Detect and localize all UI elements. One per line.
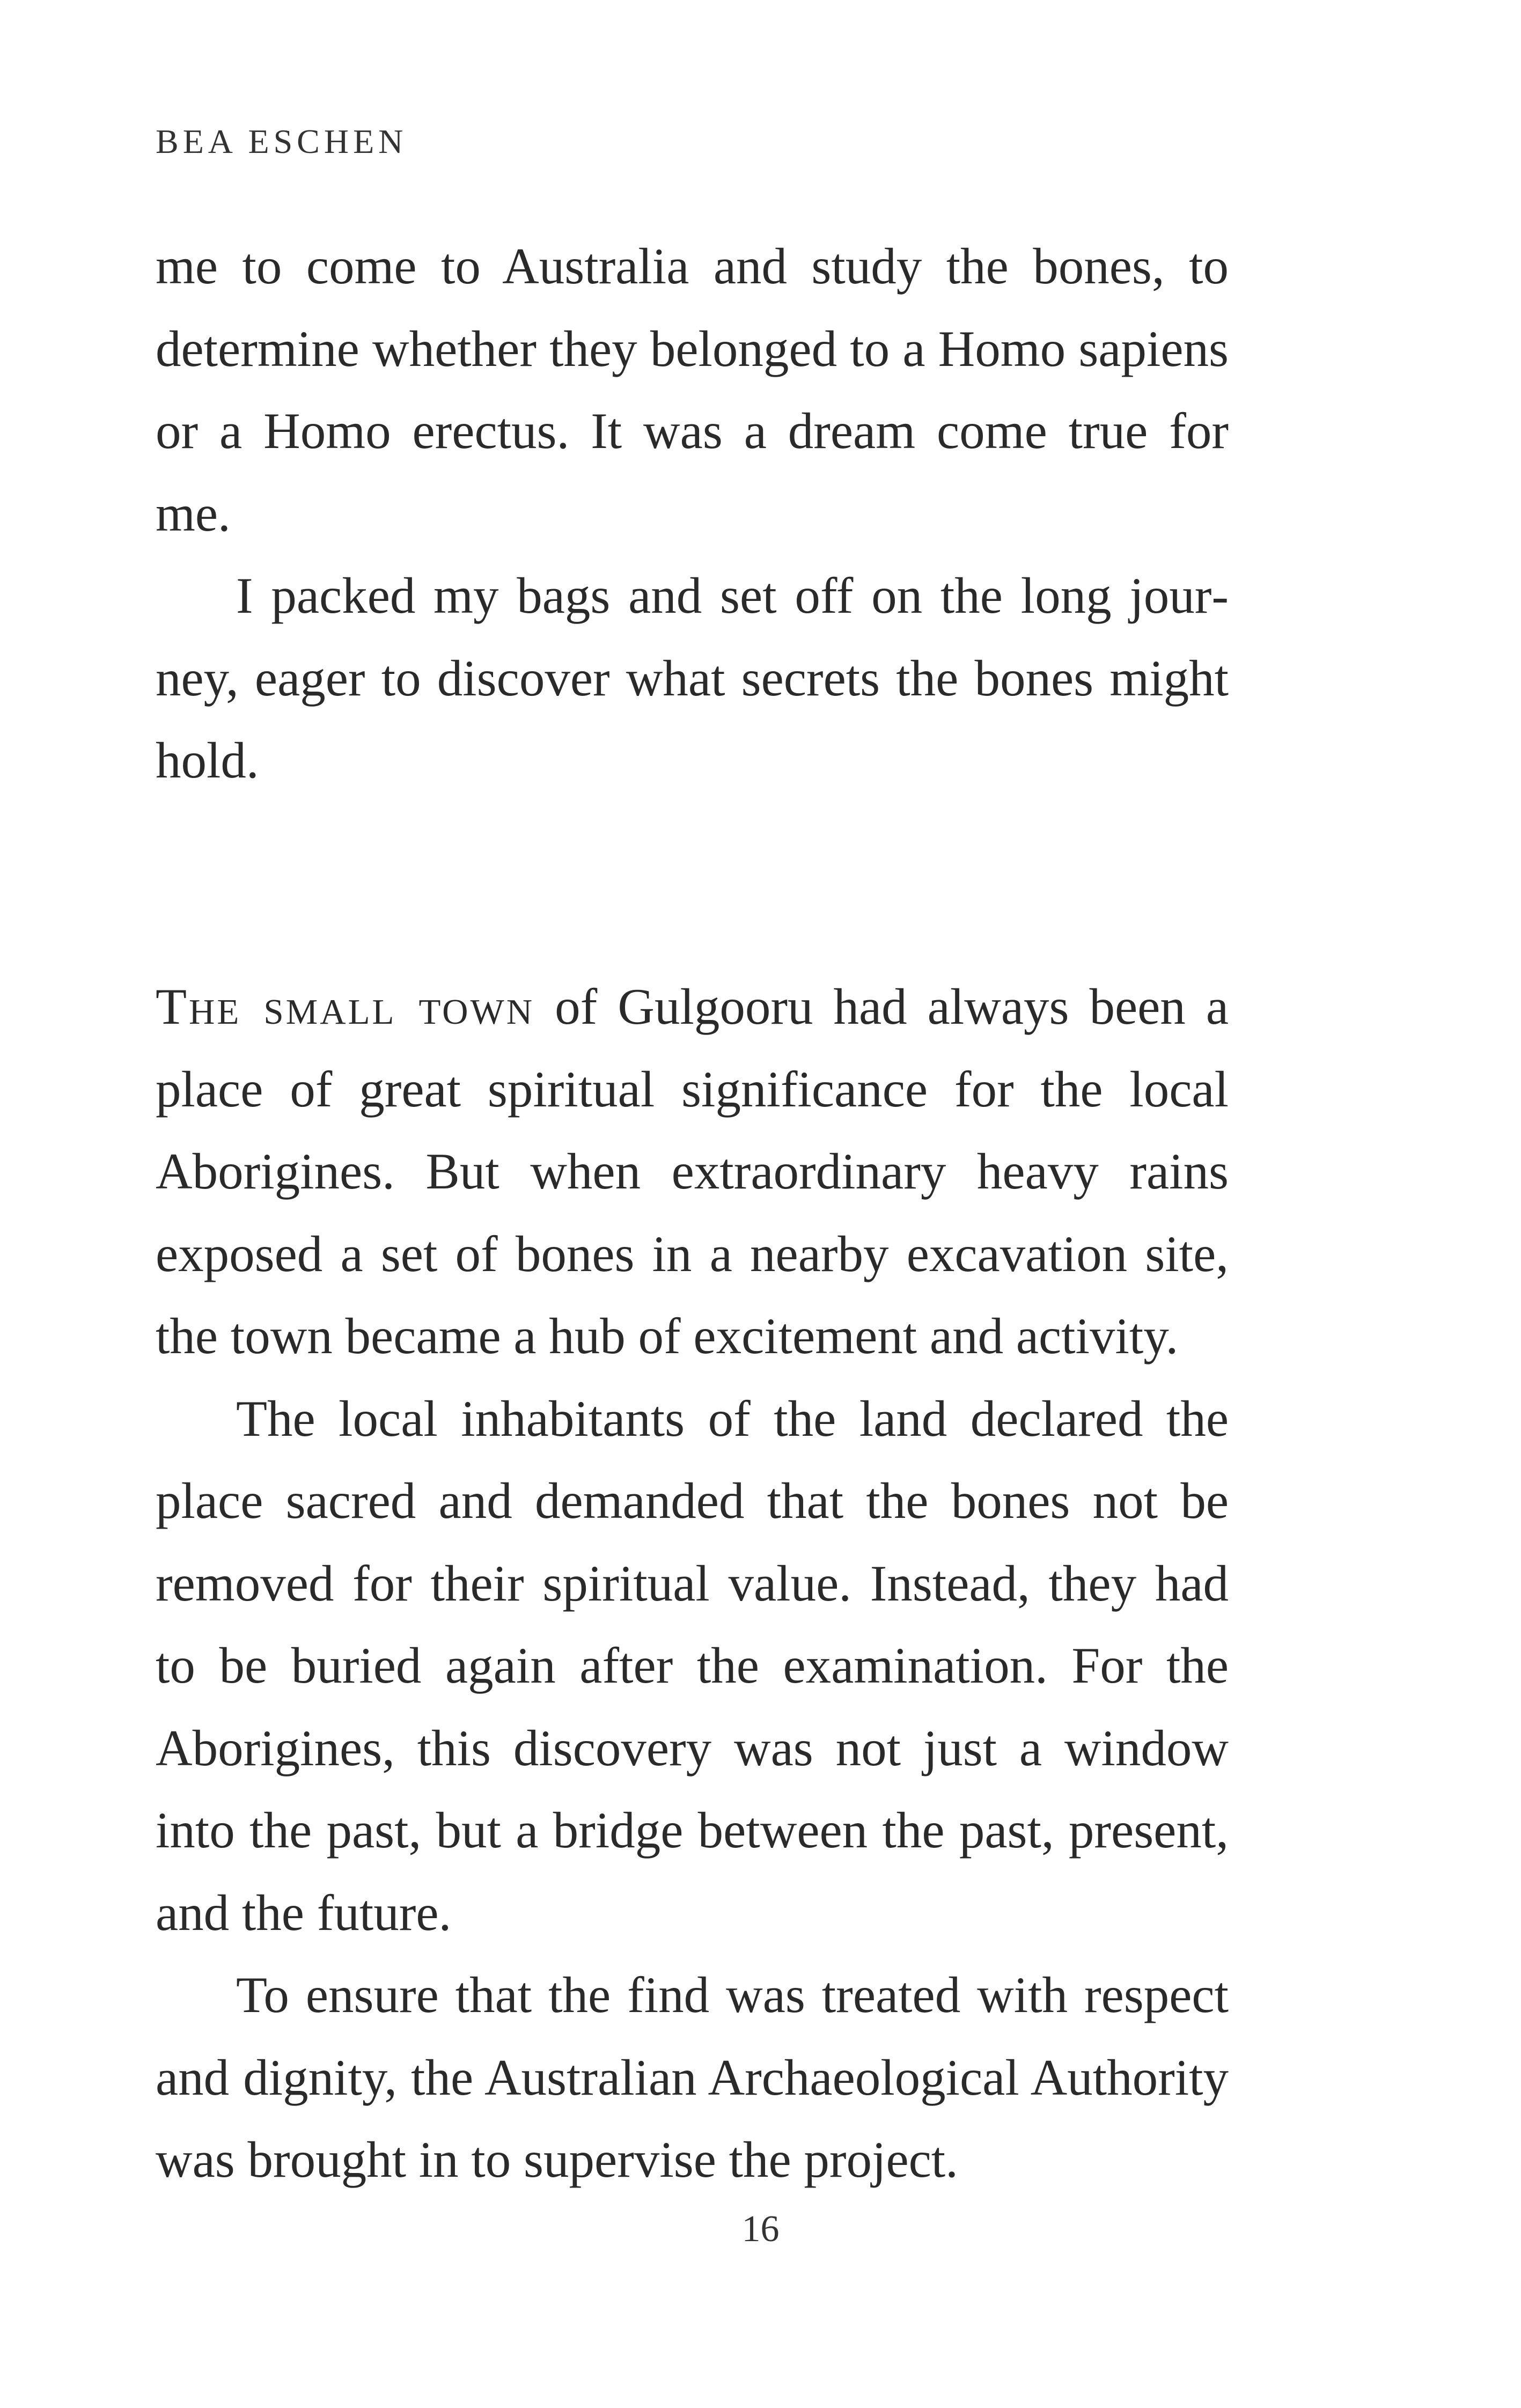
paragraph-continued: me to come to Australia and study the bones, to determine whether they belonged to a Homo sapiens or a Homo erectus. It was a dream come true for me. [156, 238, 1229, 542]
section-1 [156, 225, 1229, 802]
paragraph: To ensure that the find was treated with respect and dignity, the Australian Archaeological Authority was brought in to supervise the project. [156, 1966, 1229, 2188]
section-opening-paragraph [156, 966, 1229, 1378]
running-head: BEA ESCHEN [156, 122, 408, 160]
paragraph: I packed my bags and set off on the long journey, eager to discover what secrets the bones might hold. [156, 567, 1229, 789]
page-number: 16 [741, 2208, 780, 2250]
section-2 [156, 966, 1229, 2201]
paragraph: The local inhabitants of the land declared the place sacred and demanded that the bones not be removed for their spiritual value. Instead, they had to be buried again after the examination. For the Aborigines, this discovery was not just a window into the past, but a bridge between the past, present, and the future. [156, 1390, 1229, 1941]
small-caps-lead-in: The small town [156, 978, 535, 1035]
opening-paragraph-text: of Gulgooru had always been a place of great spiritual significance for the local Aborigines. But when extraordinary heavy rains exposed a set of bones in a nearby excavation site, the town became a hub of excitement and activity. [156, 978, 1229, 1364]
